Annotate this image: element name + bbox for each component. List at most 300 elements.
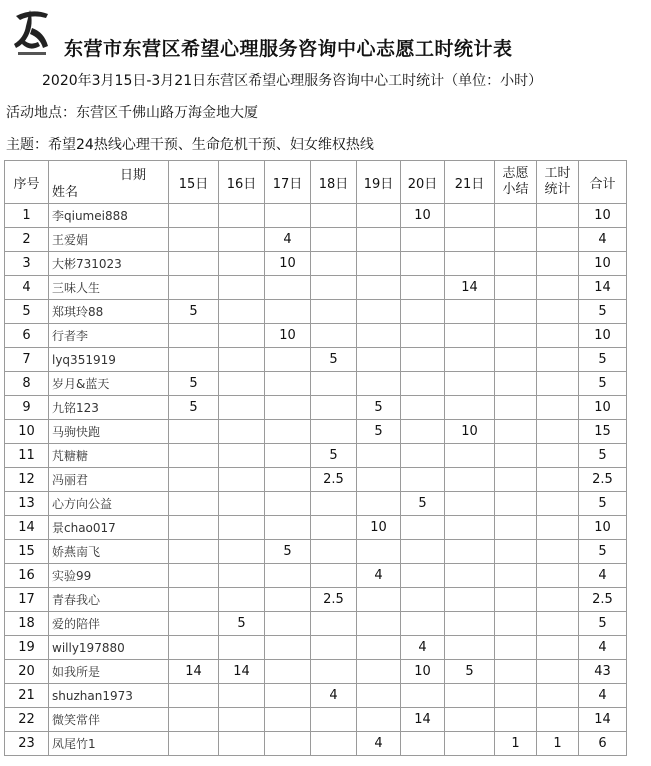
hours-day-17 <box>265 636 311 660</box>
hours-day-20 <box>401 252 445 276</box>
hours-day-21 <box>445 324 495 348</box>
hours-day-18 <box>311 540 357 564</box>
hours-stat <box>537 228 579 252</box>
volunteer-summary <box>495 708 537 732</box>
hours-day-17 <box>265 372 311 396</box>
volunteer-summary <box>495 324 537 348</box>
hours-day-17 <box>265 396 311 420</box>
hours-day-18 <box>311 252 357 276</box>
row-number: 3 <box>5 252 49 276</box>
hours-stat <box>537 588 579 612</box>
hours-stat <box>537 612 579 636</box>
hours-total: 14 <box>579 708 627 732</box>
hours-day-15: 5 <box>169 396 219 420</box>
volunteer-summary <box>495 660 537 684</box>
table-row <box>5 516 627 540</box>
hours-total: 6 <box>579 732 627 756</box>
hours-stat <box>537 636 579 660</box>
volunteer-name: 李qiumei888 <box>49 204 169 228</box>
hours-day-18 <box>311 660 357 684</box>
table-row <box>5 684 627 708</box>
row-number: 4 <box>5 276 49 300</box>
hours-total: 2.5 <box>579 468 627 492</box>
header-summary <box>495 161 537 204</box>
hours-day-19 <box>357 588 401 612</box>
hours-day-15 <box>169 732 219 756</box>
hours-stat <box>537 276 579 300</box>
hours-day-20 <box>401 228 445 252</box>
hours-day-21 <box>445 204 495 228</box>
hours-day-20 <box>401 612 445 636</box>
hours-day-19 <box>357 324 401 348</box>
hours-day-21 <box>445 228 495 252</box>
volunteer-name: 郑琪玲88 <box>49 300 169 324</box>
hours-stat <box>537 324 579 348</box>
volunteer-summary <box>495 540 537 564</box>
hours-stat <box>537 684 579 708</box>
hours-day-21 <box>445 348 495 372</box>
hours-day-19: 5 <box>357 396 401 420</box>
hours-day-16 <box>219 300 265 324</box>
volunteer-summary <box>495 516 537 540</box>
volunteer-name: lyq351919 <box>49 348 169 372</box>
hours-day-21 <box>445 684 495 708</box>
hours-day-19: 5 <box>357 420 401 444</box>
hours-day-18 <box>311 372 357 396</box>
hours-total: 4 <box>579 228 627 252</box>
row-number: 18 <box>5 612 49 636</box>
hours-day-21: 14 <box>445 276 495 300</box>
hours-day-18 <box>311 492 357 516</box>
volunteer-summary <box>495 636 537 660</box>
hours-stat <box>537 468 579 492</box>
hours-day-19 <box>357 276 401 300</box>
table-row <box>5 276 627 300</box>
hours-total: 5 <box>579 540 627 564</box>
hours-day-17 <box>265 300 311 324</box>
hours-day-15 <box>169 708 219 732</box>
table-row <box>5 588 627 612</box>
volunteer-summary <box>495 684 537 708</box>
hours-day-17: 10 <box>265 324 311 348</box>
row-number: 19 <box>5 636 49 660</box>
volunteer-summary <box>495 204 537 228</box>
hours-day-16 <box>219 684 265 708</box>
hours-day-15 <box>169 468 219 492</box>
volunteer-name: shuzhan1973 <box>49 684 169 708</box>
hours-stat <box>537 300 579 324</box>
table-row <box>5 396 627 420</box>
hours-day-15 <box>169 444 219 468</box>
hours-day-18: 5 <box>311 348 357 372</box>
hours-total: 2.5 <box>579 588 627 612</box>
volunteer-summary <box>495 468 537 492</box>
hours-total: 5 <box>579 492 627 516</box>
hours-day-18 <box>311 228 357 252</box>
hours-day-16 <box>219 204 265 228</box>
hours-day-21 <box>445 252 495 276</box>
row-number: 1 <box>5 204 49 228</box>
hours-day-16 <box>219 444 265 468</box>
hours-day-17 <box>265 660 311 684</box>
hours-day-19 <box>357 204 401 228</box>
hours-day-15 <box>169 228 219 252</box>
header-day-16: 16日 <box>219 161 265 204</box>
table-row <box>5 324 627 348</box>
row-number: 5 <box>5 300 49 324</box>
table-row <box>5 420 627 444</box>
hours-stat <box>537 516 579 540</box>
hours-total: 5 <box>579 300 627 324</box>
hours-day-16 <box>219 708 265 732</box>
volunteer-name: 爱的陪伴 <box>49 612 169 636</box>
hours-day-18 <box>311 636 357 660</box>
volunteer-name: 马驹快跑 <box>49 420 169 444</box>
hours-total: 14 <box>579 276 627 300</box>
hours-day-20 <box>401 348 445 372</box>
hours-total: 4 <box>579 636 627 660</box>
activity-topic: 主题：希望24热线心理干预、生命危机干预、妇女维权热线 <box>6 137 374 153</box>
hours-day-20 <box>401 732 445 756</box>
table-row <box>5 636 627 660</box>
hours-stat <box>537 396 579 420</box>
row-number: 9 <box>5 396 49 420</box>
hours-day-18 <box>311 324 357 348</box>
hours-day-15 <box>169 612 219 636</box>
table-row <box>5 708 627 732</box>
hours-total: 10 <box>579 252 627 276</box>
hours-day-20 <box>401 300 445 324</box>
volunteer-summary: 1 <box>495 732 537 756</box>
hours-day-16: 14 <box>219 660 265 684</box>
header-day-17: 17日 <box>265 161 311 204</box>
hours-total: 10 <box>579 324 627 348</box>
hours-day-15 <box>169 276 219 300</box>
hours-day-19: 4 <box>357 732 401 756</box>
header-summary-bottom: 小结 <box>502 182 529 197</box>
hours-day-20 <box>401 564 445 588</box>
hours-day-21: 10 <box>445 420 495 444</box>
hours-day-20 <box>401 516 445 540</box>
hours-day-19 <box>357 300 401 324</box>
volunteer-summary <box>495 588 537 612</box>
header-day-15: 15日 <box>169 161 219 204</box>
page-title: 东营市东营区希望心理服务咨询中心志愿工时统计表 <box>64 38 513 60</box>
hours-day-17 <box>265 468 311 492</box>
hours-day-21 <box>445 300 495 324</box>
row-number: 6 <box>5 324 49 348</box>
hours-day-21 <box>445 492 495 516</box>
volunteer-name: 心方向公益 <box>49 492 169 516</box>
hours-stat <box>537 420 579 444</box>
header-day-20: 20日 <box>401 161 445 204</box>
row-number: 7 <box>5 348 49 372</box>
hours-day-16 <box>219 540 265 564</box>
hours-day-16 <box>219 372 265 396</box>
header-seq: 序号 <box>5 161 49 204</box>
hours-total: 5 <box>579 372 627 396</box>
hours-day-21 <box>445 540 495 564</box>
hours-day-17 <box>265 684 311 708</box>
hours-day-16 <box>219 324 265 348</box>
hours-day-18: 2.5 <box>311 588 357 612</box>
organization-logo <box>10 6 54 60</box>
header-day-19: 19日 <box>357 161 401 204</box>
row-number: 12 <box>5 468 49 492</box>
volunteer-summary <box>495 564 537 588</box>
hours-total: 5 <box>579 612 627 636</box>
volunteer-name: 芃糖糖 <box>49 444 169 468</box>
hours-stat <box>537 540 579 564</box>
hours-day-15 <box>169 204 219 228</box>
header-day-21: 21日 <box>445 161 495 204</box>
activity-location: 活动地点：东营区千佛山路万海金地大厦 <box>6 105 258 121</box>
hours-day-18 <box>311 420 357 444</box>
hours-day-17 <box>265 564 311 588</box>
hours-stat <box>537 708 579 732</box>
volunteer-summary <box>495 492 537 516</box>
hours-day-18 <box>311 204 357 228</box>
row-number: 22 <box>5 708 49 732</box>
hours-day-16 <box>219 564 265 588</box>
hours-day-16 <box>219 588 265 612</box>
hours-day-19 <box>357 636 401 660</box>
row-number: 14 <box>5 516 49 540</box>
hours-day-16 <box>219 420 265 444</box>
hours-day-18 <box>311 300 357 324</box>
hours-day-20 <box>401 588 445 612</box>
hours-day-18: 5 <box>311 444 357 468</box>
volunteer-name: 微笑常伴 <box>49 708 169 732</box>
table-row <box>5 300 627 324</box>
row-number: 2 <box>5 228 49 252</box>
table-row <box>5 468 627 492</box>
hours-day-15 <box>169 516 219 540</box>
header-summary-top: 志愿 <box>502 166 529 181</box>
volunteer-name: 王爱娟 <box>49 228 169 252</box>
hours-day-16: 5 <box>219 612 265 636</box>
table-row <box>5 564 627 588</box>
hours-total: 4 <box>579 564 627 588</box>
hours-total: 10 <box>579 396 627 420</box>
hours-day-16 <box>219 636 265 660</box>
table-row <box>5 612 627 636</box>
hours-day-19 <box>357 468 401 492</box>
table-body <box>5 204 627 756</box>
hours-day-21: 5 <box>445 660 495 684</box>
hours-day-20: 4 <box>401 636 445 660</box>
hours-day-20 <box>401 276 445 300</box>
hours-day-20 <box>401 396 445 420</box>
hours-day-18 <box>311 396 357 420</box>
hours-day-16 <box>219 276 265 300</box>
hours-day-19 <box>357 708 401 732</box>
hours-day-21 <box>445 564 495 588</box>
hours-stat <box>537 444 579 468</box>
hours-day-16 <box>219 492 265 516</box>
hours-day-20 <box>401 684 445 708</box>
volunteer-summary <box>495 300 537 324</box>
table-row <box>5 540 627 564</box>
table-row <box>5 492 627 516</box>
hours-day-17 <box>265 612 311 636</box>
volunteer-name: 青春我心 <box>49 588 169 612</box>
volunteer-name: 三味人生 <box>49 276 169 300</box>
hours-day-18: 2.5 <box>311 468 357 492</box>
table-row <box>5 372 627 396</box>
hours-day-20: 10 <box>401 204 445 228</box>
hours-day-20 <box>401 324 445 348</box>
volunteer-name: 娇燕南飞 <box>49 540 169 564</box>
header-name-date <box>49 161 169 204</box>
volunteer-name: 大彬731023 <box>49 252 169 276</box>
row-number: 21 <box>5 684 49 708</box>
table-row <box>5 204 627 228</box>
hours-total: 15 <box>579 420 627 444</box>
volunteer-summary <box>495 252 537 276</box>
volunteer-summary <box>495 612 537 636</box>
hours-day-17 <box>265 708 311 732</box>
hours-stat <box>537 252 579 276</box>
hours-day-16 <box>219 228 265 252</box>
hours-day-21 <box>445 468 495 492</box>
hours-day-20: 10 <box>401 660 445 684</box>
row-number: 13 <box>5 492 49 516</box>
header-hours-top: 工时 <box>544 166 571 181</box>
hours-day-15 <box>169 348 219 372</box>
table-header-row <box>5 161 627 204</box>
hours-stat <box>537 564 579 588</box>
hours-day-18 <box>311 612 357 636</box>
hours-day-19 <box>357 348 401 372</box>
hours-day-15 <box>169 420 219 444</box>
hours-day-15 <box>169 492 219 516</box>
volunteer-name: 冯丽君 <box>49 468 169 492</box>
header-hours-stat <box>537 161 579 204</box>
hours-day-17 <box>265 420 311 444</box>
hours-stat <box>537 660 579 684</box>
volunteer-summary <box>495 444 537 468</box>
hours-total: 5 <box>579 444 627 468</box>
hours-day-17 <box>265 516 311 540</box>
table-row <box>5 444 627 468</box>
hours-day-16 <box>219 348 265 372</box>
hours-day-19 <box>357 252 401 276</box>
volunteer-summary <box>495 348 537 372</box>
hours-day-20 <box>401 420 445 444</box>
hours-day-18 <box>311 276 357 300</box>
hours-day-17: 4 <box>265 228 311 252</box>
hours-day-17 <box>265 588 311 612</box>
hours-day-21 <box>445 444 495 468</box>
hours-day-15 <box>169 588 219 612</box>
hours-day-15 <box>169 564 219 588</box>
volunteer-name: 行者李 <box>49 324 169 348</box>
table-row <box>5 660 627 684</box>
hours-day-18 <box>311 564 357 588</box>
row-number: 17 <box>5 588 49 612</box>
hours-day-15: 5 <box>169 300 219 324</box>
volunteer-name: 实验99 <box>49 564 169 588</box>
page-subtitle: 2020年3月15日-3月21日东营区希望心理服务咨询中心工时统计（单位：小时） <box>42 73 543 89</box>
table-row <box>5 348 627 372</box>
row-number: 16 <box>5 564 49 588</box>
hours-day-19 <box>357 612 401 636</box>
header-day-18: 18日 <box>311 161 357 204</box>
hours-day-16 <box>219 252 265 276</box>
volunteer-summary <box>495 420 537 444</box>
row-number: 8 <box>5 372 49 396</box>
hours-day-20 <box>401 372 445 396</box>
header-name-label: 姓名 <box>52 185 79 200</box>
hours-day-15 <box>169 636 219 660</box>
hours-day-18: 4 <box>311 684 357 708</box>
hours-day-19 <box>357 684 401 708</box>
hours-day-21 <box>445 372 495 396</box>
hours-day-21 <box>445 396 495 420</box>
row-number: 20 <box>5 660 49 684</box>
volunteer-name: 九铭123 <box>49 396 169 420</box>
hours-day-18 <box>311 708 357 732</box>
volunteer-summary <box>495 372 537 396</box>
hours-stat <box>537 348 579 372</box>
hours-day-15: 5 <box>169 372 219 396</box>
hours-day-15 <box>169 684 219 708</box>
hours-stat: 1 <box>537 732 579 756</box>
hours-day-18 <box>311 732 357 756</box>
hours-day-17 <box>265 492 311 516</box>
hours-stat <box>537 492 579 516</box>
hours-day-19 <box>357 372 401 396</box>
table-row <box>5 252 627 276</box>
header-hours-bottom: 统计 <box>544 182 571 197</box>
row-number: 11 <box>5 444 49 468</box>
hours-total: 5 <box>579 348 627 372</box>
hours-total: 4 <box>579 684 627 708</box>
hours-day-17 <box>265 732 311 756</box>
hours-day-17: 10 <box>265 252 311 276</box>
hours-day-21 <box>445 708 495 732</box>
hours-day-20: 5 <box>401 492 445 516</box>
hours-day-21 <box>445 588 495 612</box>
volunteer-name: 如我所是 <box>49 660 169 684</box>
hours-day-17 <box>265 348 311 372</box>
row-number: 15 <box>5 540 49 564</box>
hours-day-15: 14 <box>169 660 219 684</box>
hours-day-17 <box>265 204 311 228</box>
volunteer-name: 岁月&蓝天 <box>49 372 169 396</box>
hours-day-20: 14 <box>401 708 445 732</box>
hours-day-19 <box>357 228 401 252</box>
hours-day-15 <box>169 540 219 564</box>
hours-day-19 <box>357 492 401 516</box>
hours-day-16 <box>219 396 265 420</box>
hours-day-17: 5 <box>265 540 311 564</box>
volunteer-name: willy197880 <box>49 636 169 660</box>
hours-day-17 <box>265 276 311 300</box>
hours-stat <box>537 204 579 228</box>
hours-total: 10 <box>579 204 627 228</box>
hours-day-21 <box>445 732 495 756</box>
hours-table <box>4 160 627 756</box>
hours-day-20 <box>401 444 445 468</box>
header-total: 合计 <box>579 161 627 204</box>
hours-day-16 <box>219 516 265 540</box>
hours-day-20 <box>401 540 445 564</box>
table-row <box>5 228 627 252</box>
header-date-label: 日期 <box>119 168 146 183</box>
hours-day-21 <box>445 612 495 636</box>
